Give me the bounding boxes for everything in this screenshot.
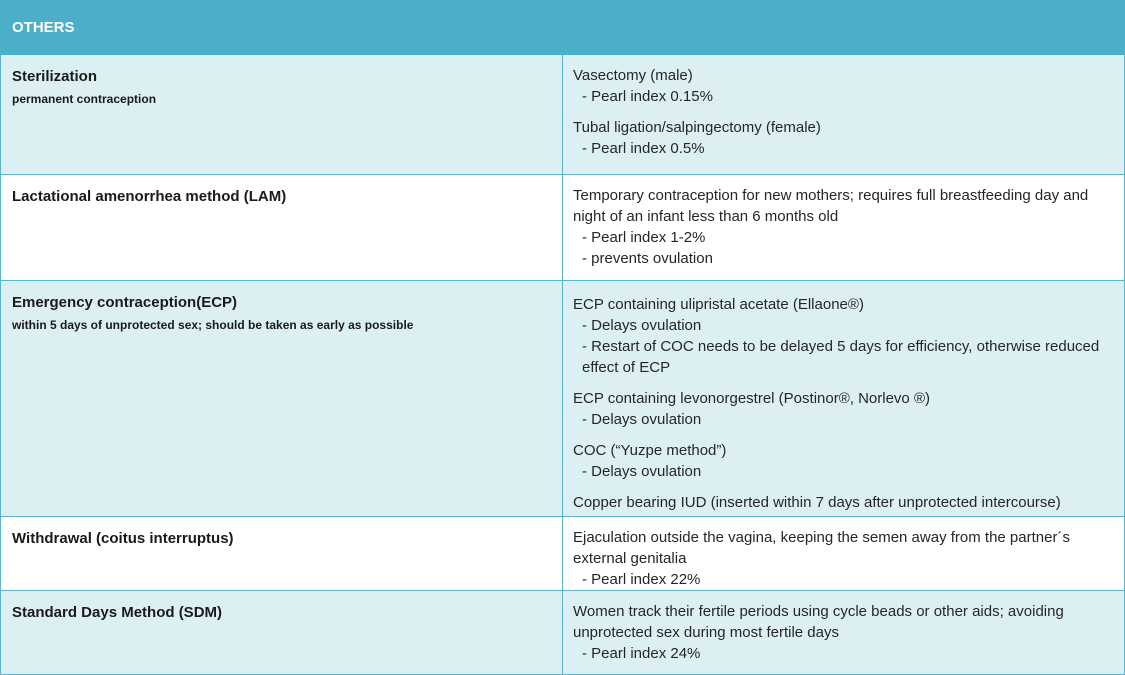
method-subtitle: within 5 days of unprotected sex; should be taken as early as possible (12, 318, 414, 332)
description-text: Vasectomy (male) (573, 67, 693, 84)
description-detail: - Pearl index 24% (582, 645, 701, 662)
table-row (1, 55, 1125, 175)
description-text: ECP containing ulipristal acetate (Ellaone®) (573, 296, 864, 313)
description-detail: - Delays ovulation (582, 411, 702, 428)
description-cell (563, 175, 1125, 281)
method-cell (1, 175, 563, 281)
method-title: Withdrawal (coitus interruptus) (12, 530, 234, 547)
method-title: Emergency contraception(ECP) (12, 294, 238, 311)
description-detail: - Pearl index 1-2% (582, 229, 706, 246)
description-detail: - Pearl index 22% (582, 571, 701, 588)
description-detail: - Pearl index 0.15% (582, 88, 713, 105)
description-block (573, 440, 1114, 482)
description-block (573, 117, 1114, 159)
description-cell (563, 517, 1125, 591)
description-cell (563, 55, 1125, 175)
table-row (1, 175, 1125, 281)
description-cell (563, 281, 1125, 517)
description-text: ECP containing levonorgestrel (Postinor®, Norlevo ®) (573, 390, 930, 407)
table-header: OTHERS (1, 1, 1125, 55)
description-detail: - Delays ovulation (582, 463, 702, 480)
description-text: COC (“Yuzpe method”) (573, 442, 727, 459)
description-detail: - Delays ovulation (582, 317, 702, 334)
description-text: Temporary contraception for new mothers; requires full breastfeeding day and night of an infant less than 6 months old (573, 187, 1089, 225)
table-row (1, 591, 1125, 675)
description-text: Women track their fertile periods using cycle beads or other aids; avoiding unprotected sex during most fertile days (573, 603, 1064, 641)
table-header-row (1, 1, 1125, 55)
table-row (1, 517, 1125, 591)
description-block (573, 492, 1114, 513)
description-block (573, 388, 1114, 430)
description-cell (563, 591, 1125, 675)
description-text: Copper bearing IUD (inserted within 7 days after unprotected intercourse) (573, 494, 1061, 511)
method-cell (1, 55, 563, 175)
description-block (573, 294, 1114, 378)
method-cell (1, 591, 563, 675)
method-cell (1, 517, 563, 591)
method-title: Lactational amenorrhea method (LAM) (12, 188, 287, 205)
description-detail: - Pearl index 0.5% (582, 140, 705, 157)
description-text: Tubal ligation/salpingectomy (female) (573, 119, 821, 136)
description-detail: - Restart of COC needs to be delayed 5 days for efficiency, otherwise reduced effect of ECP (582, 338, 1100, 376)
description-block (573, 65, 1114, 107)
description-block (573, 185, 1114, 269)
method-title: Sterilization (12, 68, 98, 85)
description-block (573, 527, 1114, 590)
method-subtitle: permanent contraception (12, 92, 157, 106)
description-detail: - prevents ovulation (582, 250, 713, 267)
description-text: Ejaculation outside the vagina, keeping the semen away from the partner´s external genitalia (573, 529, 1070, 567)
method-title: Standard Days Method (SDM) (12, 604, 223, 621)
description-block (573, 601, 1114, 664)
table-row (1, 281, 1125, 517)
method-cell (1, 281, 563, 517)
